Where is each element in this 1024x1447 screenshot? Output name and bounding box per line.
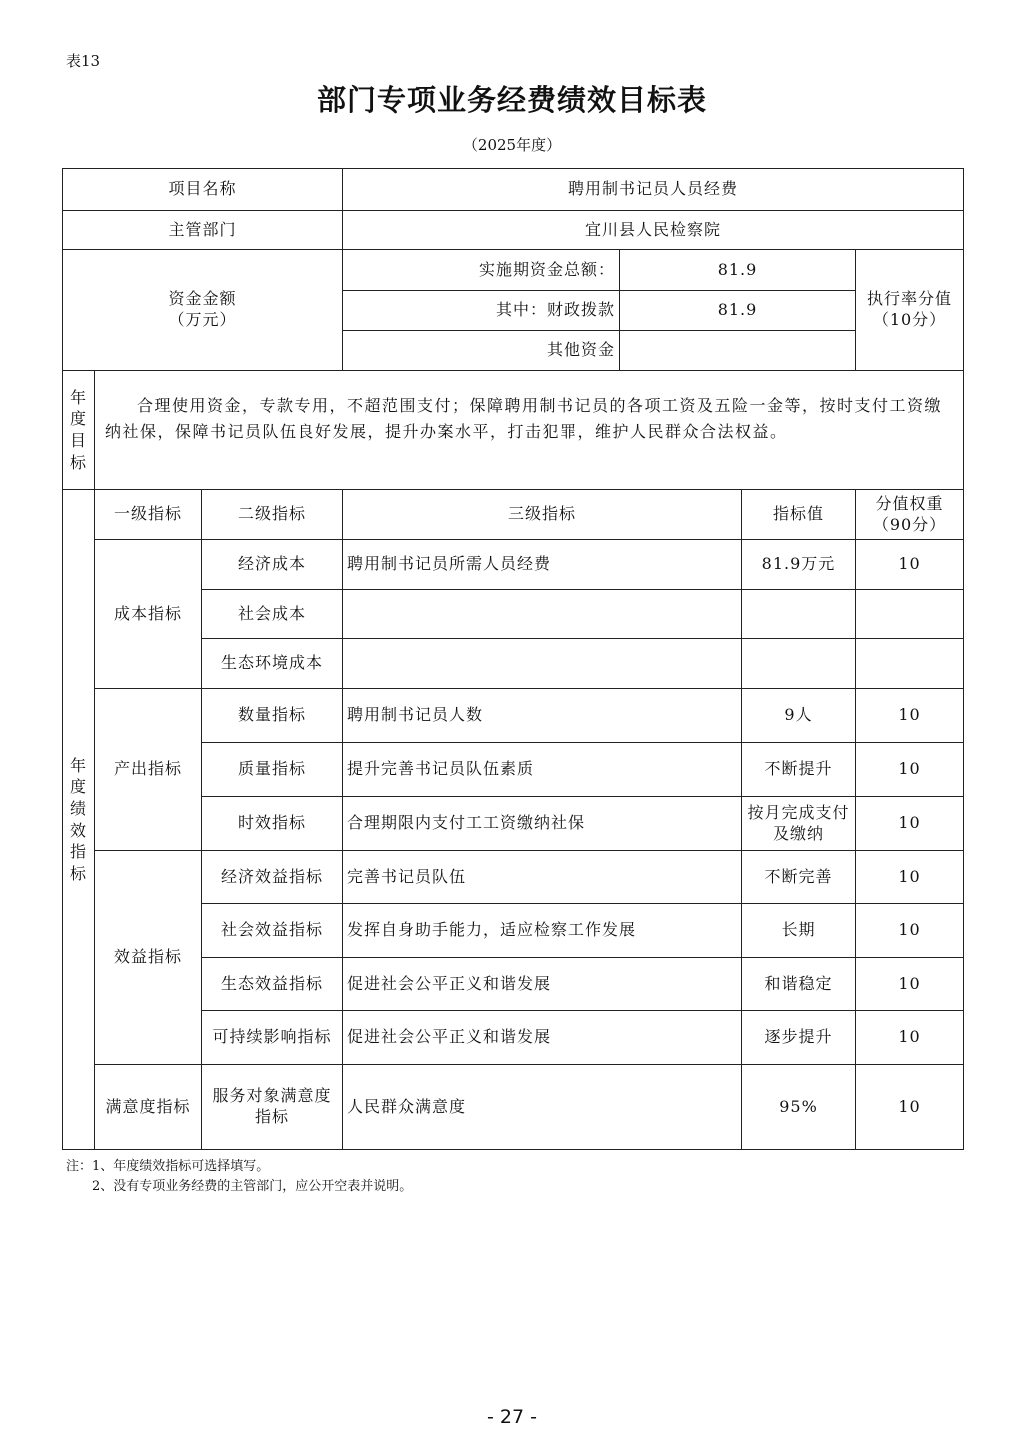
level3-cell [343,639,742,689]
value-cell: 和谐稳定 [742,958,856,1011]
level3-cell: 人民群众满意度 [343,1065,742,1150]
performance-target-table [62,168,964,1150]
value-cell: 逐步提升 [742,1011,856,1065]
footnote-1: 注：1、年度绩效指标可选择填写。 [66,1159,270,1174]
fiscal-appropriation-value: 81.9 [620,291,856,331]
group-satisfaction: 满意度指标 [95,1065,202,1150]
funds-label-line2: （万元） [168,310,237,329]
execution-label-line1: 执行率分值 [867,289,953,309]
level2-cell: 经济效益指标 [202,851,343,904]
total-funds-value: 81.9 [620,250,856,291]
annual-goal-label [63,371,95,490]
value-cell: 长期 [742,904,856,958]
indicator-row [63,540,964,590]
level3-cell: 合理期限内支付工工资缴纳社保 [343,797,742,851]
level3-cell [343,590,742,639]
weight-cell: 10 [856,797,964,851]
level2-cell: 社会效益指标 [202,904,343,958]
group-benefit: 效益指标 [95,851,202,1065]
level3-cell: 发挥自身助手能力，适应检察工作发展 [343,904,742,958]
total-funds-label: 实施期资金总额： [343,250,620,291]
group-cost: 成本指标 [95,540,202,689]
value-cell [742,590,856,639]
weight-cell: 10 [856,689,964,743]
page-title: 部门专项业务经费绩效目标表 [316,83,707,117]
group-output: 产出指标 [95,689,202,851]
execution-label-line2: （10分） [872,310,947,329]
level2-cell: 生态效益指标 [202,958,343,1011]
project-name-value: 聘用制书记员人员经费 [343,169,964,211]
other-funds-value [620,331,856,371]
weight-cell [856,639,964,689]
indicator-row [63,1065,964,1150]
fiscal-appropriation-label: 其中：财政拨款 [343,291,620,331]
annual-goal-text [95,371,964,490]
annual-goal-label-text: 年 度 目 标 [69,387,87,472]
weight-cell: 10 [856,1065,964,1150]
page-number: - 27 - [487,1406,537,1428]
value-cell: 81.9万元 [742,540,856,590]
level2-cell: 生态环境成本 [202,639,343,689]
weight-cell: 10 [856,540,964,590]
header-weight-line1: 分值权重 [875,493,944,513]
header-weight-line2: （90分） [872,514,947,534]
indicator-row [63,851,964,904]
value-cell [742,639,856,689]
department-label: 主管部门 [63,211,343,250]
level3-cell: 促进社会公平正义和谐发展 [343,958,742,1011]
level3-cell: 完善书记员队伍 [343,851,742,904]
table-number: 表13 [66,52,101,70]
fiscal-year: （2025年度） [462,136,562,154]
execution-rate-label [856,250,964,371]
level3-cell: 促进社会公平正义和谐发展 [343,1011,742,1065]
value-cell: 9人 [742,689,856,743]
level2-cell: 经济成本 [202,540,343,590]
level2-cell: 社会成本 [202,590,343,639]
annual-goal-paragraph: 合理使用资金，专款专用，不超范围支付；保障聘用制书记员的各项工资及五险一金等，按时支付工资缴纳社保，保障书记员队伍良好发展，提升办案水平，打击犯罪，维护人民群众合法权益。 [105,396,943,441]
funds-label-line1: 资金金额 [168,289,237,309]
value-cell: 不断提升 [742,743,856,797]
level2-cell: 数量指标 [202,689,343,743]
value-cell: 不断完善 [742,851,856,904]
indicator-row [63,689,964,743]
level2-cell: 服务对象满意度指标 [202,1065,343,1150]
weight-cell [856,590,964,639]
other-funds-label: 其他资金 [343,331,620,371]
level3-cell: 聘用制书记员人数 [343,689,742,743]
footnotes [66,1157,412,1196]
level3-cell: 提升完善书记员队伍素质 [343,743,742,797]
footnote-2: 2、没有专项业务经费的主管部门，应公开空表并说明。 [92,1178,413,1194]
project-name-label: 项目名称 [63,169,343,211]
weight-cell: 10 [856,743,964,797]
weight-cell: 10 [856,851,964,904]
funds-amount-label [63,250,343,371]
header-value: 指标值 [742,490,856,540]
level2-cell: 可持续影响指标 [202,1011,343,1065]
header-level1: 一级指标 [95,490,202,540]
header-weight [856,490,964,540]
annual-indicators-label [63,490,95,1150]
level2-cell: 时效指标 [202,797,343,851]
weight-cell: 10 [856,1011,964,1065]
department-value: 宜川县人民检察院 [343,211,964,250]
value-cell: 按月完成支付及缴纳 [742,797,856,851]
level3-cell: 聘用制书记员所需人员经费 [343,540,742,590]
value-cell: 95% [742,1065,856,1150]
weight-cell: 10 [856,904,964,958]
level2-cell: 质量指标 [202,743,343,797]
header-level3: 三级指标 [343,490,742,540]
weight-cell: 10 [856,958,964,1011]
header-level2: 二级指标 [202,490,343,540]
annual-indicators-label-text: 年 度 绩 效 指 标 [69,755,87,883]
